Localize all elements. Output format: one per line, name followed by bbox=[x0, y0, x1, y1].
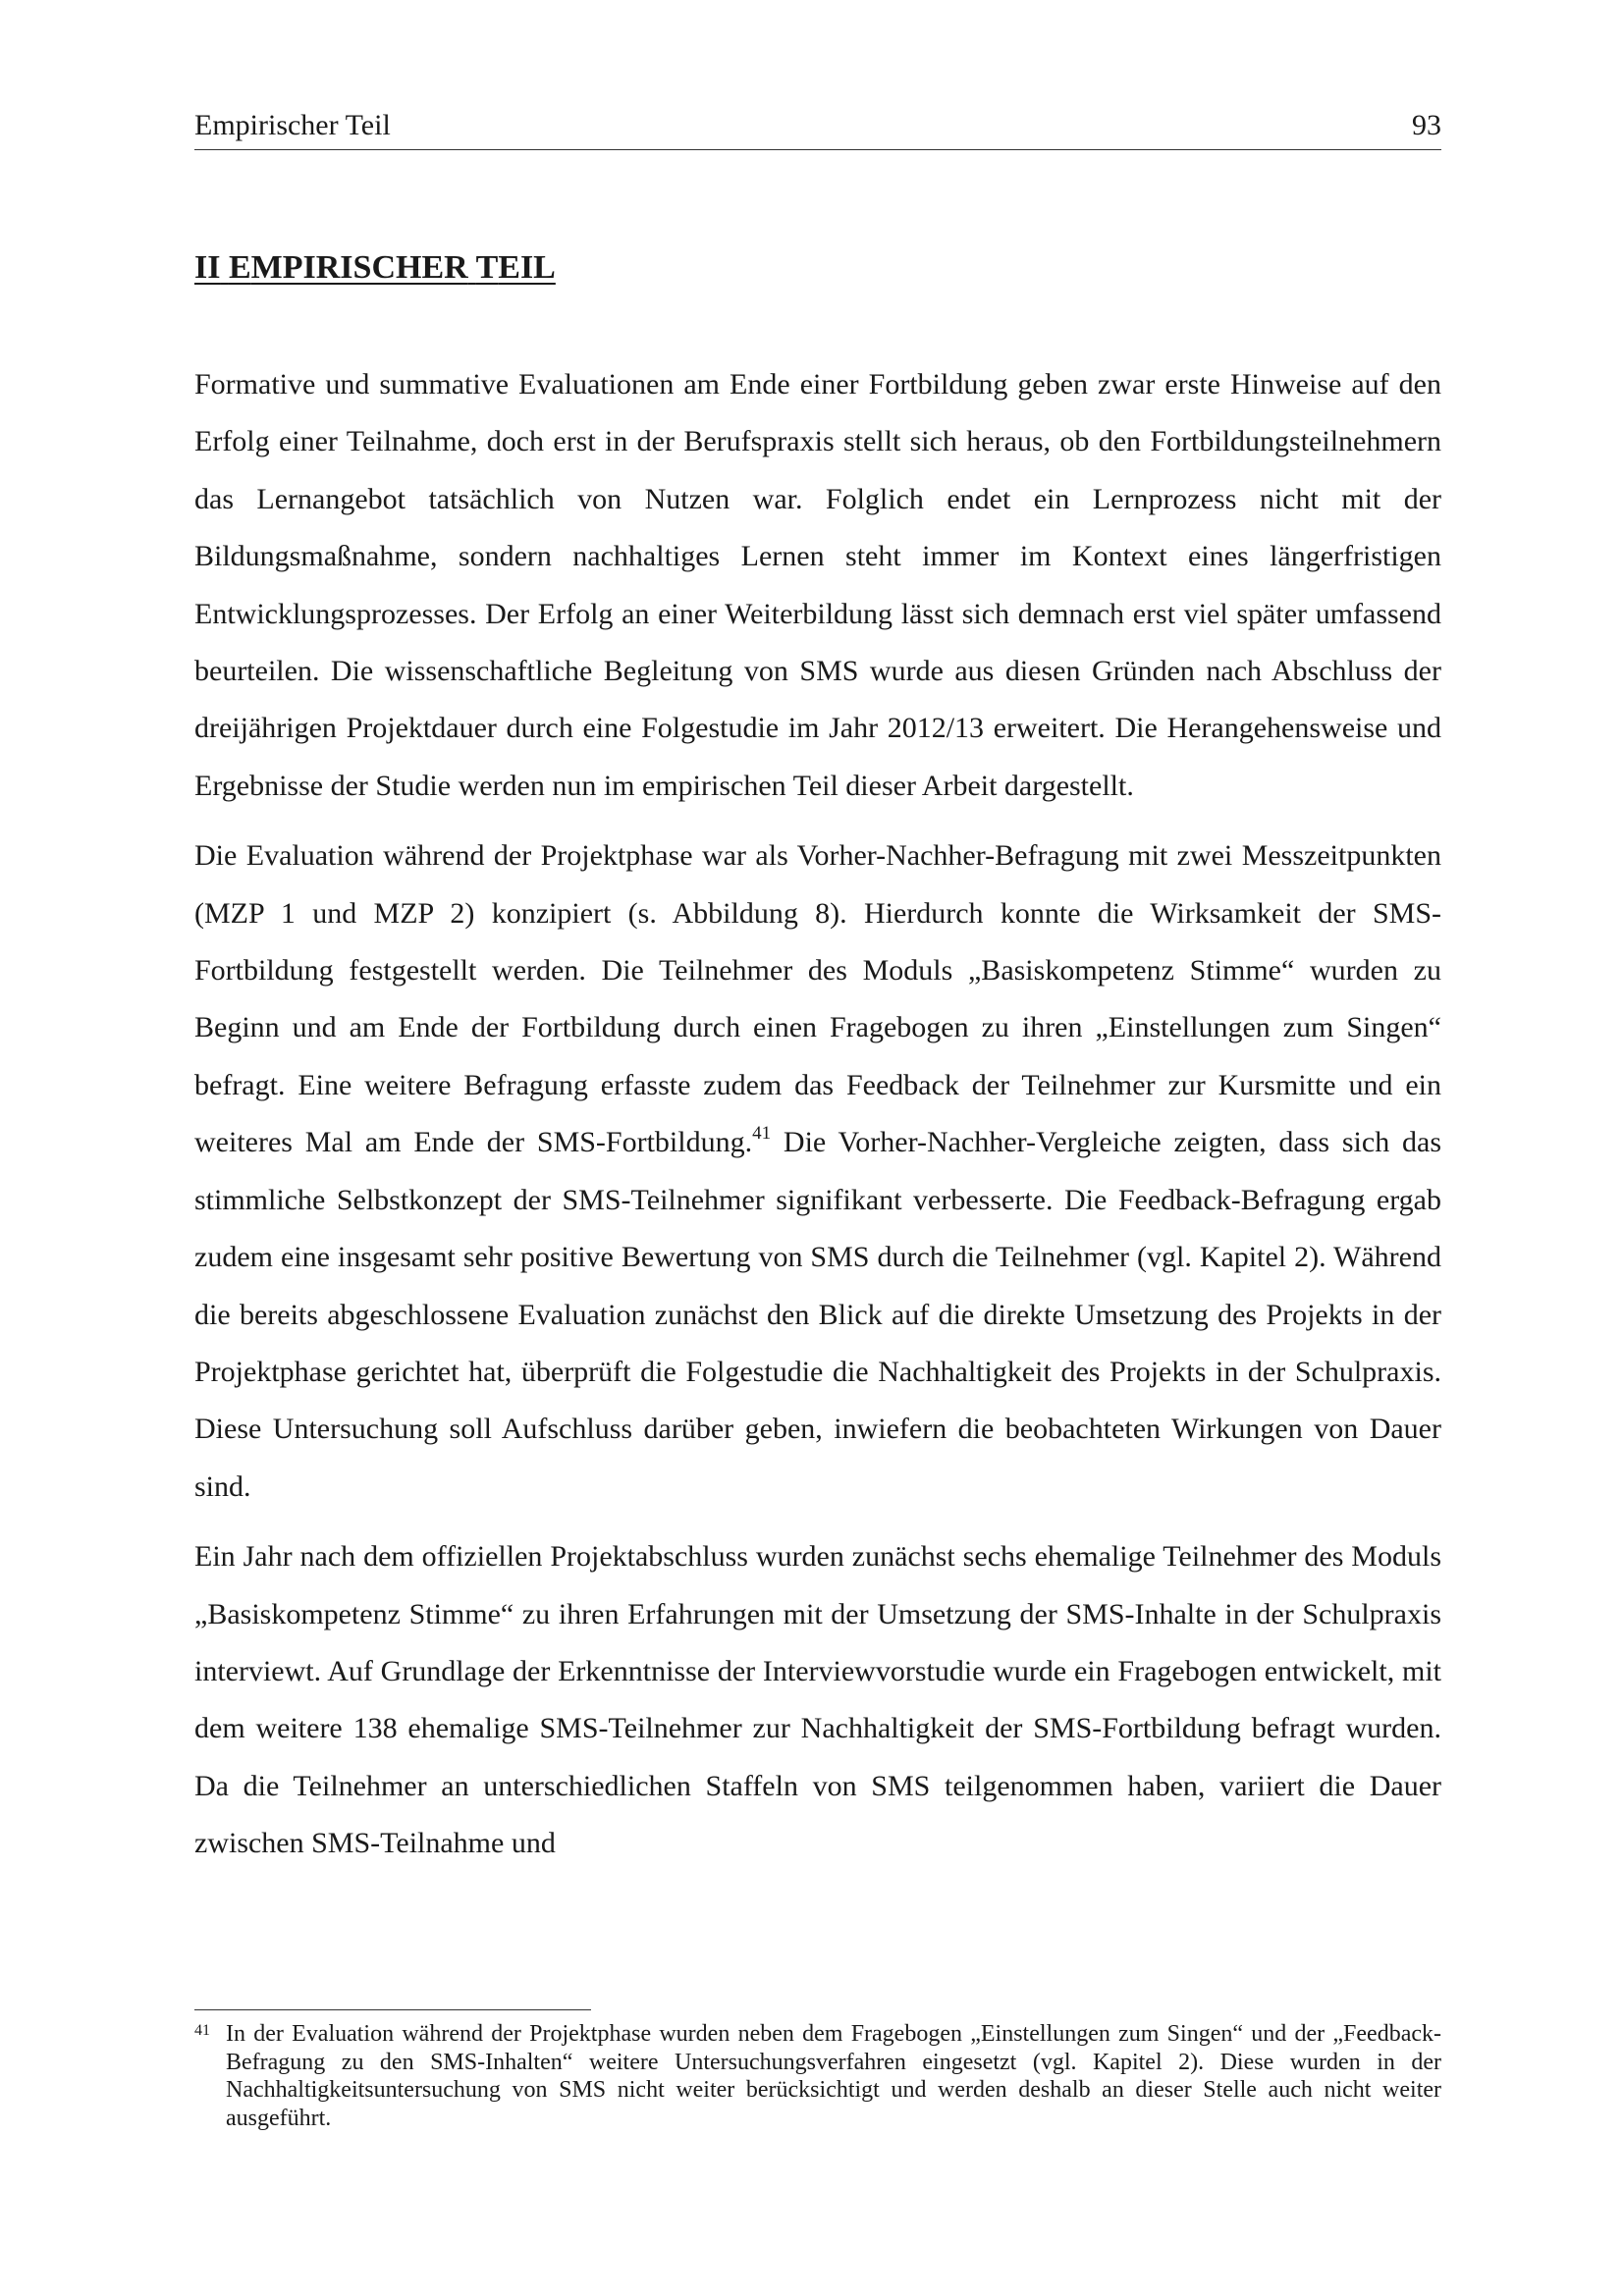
chapter-title-word2-rest: EIL bbox=[498, 249, 556, 286]
footnote-number: 41 bbox=[194, 2022, 210, 2039]
chapter-title-word1-rest: MPIRISCHER bbox=[250, 249, 468, 286]
footnote-text: In der Evaluation während der Projektphase wurden neben dem Fragebogen „Einstellungen zum Singen“ und der „Feedback-Befragung zu den SMS-Inhalten“ weitere Untersuchungsverfahren eingesetzt (vgl. Kapitel 2). Diese wurden in der Nachhaltigkeitsuntersuchung von SMS nicht weiter berücksichtigt und werden deshalb an dieser Stelle auch nicht weiter ausgeführt. bbox=[226, 2021, 1441, 2131]
footnote bbox=[194, 2020, 1441, 2132]
chapter-number: II bbox=[194, 249, 221, 286]
running-header bbox=[194, 106, 1441, 150]
chapter-title bbox=[194, 247, 556, 289]
paragraph-1: Formative und summative Evaluationen am Ende einer Fortbildung geben zwar erste Hinweise auf den Erfolg einer Teilnahme, doch erst in der Berufspraxis stellt sich heraus, ob den Fortbildungsteilnehmern das Lernangebot tatsächlich von Nutzen war. Folglich endet ein Lernprozess nicht mit der Bildungsmaßnahme, sondern nachhaltiges Lernen steht immer im Kontext eines längerfristigen Entwicklungsprozesses. Der Erfolg an einer Weiterbildung lässt sich demnach erst viel später umfassend beurteilen. Die wissenschaftliche Begleitung von SMS wurde aus diesen Gründen nach Abschluss der dreijährigen Projektdauer durch eine Folgestudie im Jahr 2012/13 erweitert. Die Herangehensweise und Ergebnisse der Studie werden nun im empirischen Teil dieser Arbeit dargestellt. bbox=[194, 368, 1441, 802]
paragraph-2 bbox=[194, 828, 1441, 1516]
chapter-title-word2-initial: T bbox=[475, 249, 499, 286]
paragraph-2-part-2: Die Vorher-Nachher-Vergleiche zeigten, dass sich das stimmliche Selbstkonzept der SMS-Teilnehmer signifikant verbesserte. Die Feedback-Befragung ergab zudem eine insgesamt sehr positive Bewertung von SMS durch die Teilnehmer (vgl. Kapitel 2). Während die bereits abgeschlossene Evaluation zunächst den Blick auf die direkte Umsetzung des Projekts in der Projektphase gerichtet hat, überprüft die Folgestudie die Nachhaltigkeit des Projekts in der Schulpraxis. Diese Untersuchung soll Aufschluss darüber geben, inwiefern die beobachteten Wirkungen von Dauer sind. bbox=[194, 1126, 1441, 1503]
body-text bbox=[194, 356, 1441, 1886]
document-page bbox=[194, 0, 1441, 2296]
paragraph-2-part-1: Die Evaluation während der Projektphase war als Vorher-Nachher-Befragung mit zwei Messzeitpunkten (MZP 1 und MZP 2) konzipiert (s. Abbildung 8). Hierdurch konnte die Wirksamkeit der SMS-Fortbildung festgestellt werden. Die Teilnehmer des Moduls „Basiskompetenz Stimme“ wurden zu Beginn und am Ende der Fortbildung durch einen Fragebogen zu ihren „Einstellungen zum Singen“ befragt. Eine weitere Befragung erfasste zudem das Feedback der Teilnehmer zur Kursmitte und ein weiteres Mal am Ende der SMS-Fortbildung. bbox=[194, 839, 1441, 1159]
footnote-divider bbox=[194, 2009, 591, 2010]
chapter-title-word1-initial: E bbox=[228, 249, 251, 286]
paragraph-3: Ein Jahr nach dem offiziellen Projektabschluss wurden zunächst sechs ehemalige Teilnehmer des Moduls „Basiskompetenz Stimme“ zu ihren Erfahrungen mit der Umsetzung der SMS-Inhalte in der Schulpraxis interviewt. Auf Grundlage der Erkenntnisse der Interviewvorstudie wurde ein Fragebogen entwickelt, mit dem weitere 138 ehemalige SMS-Teilnehmer zur Nachhaltigkeit der SMS-Fortbildung befragt wurden. Da die Teilnehmer an unterschiedlichen Staffeln von SMS teilgenommen haben, variiert die Dauer zwischen SMS-Teilnahme und bbox=[194, 1540, 1441, 1860]
header-section-title: Empirischer Teil bbox=[194, 109, 391, 141]
page-number: 93 bbox=[1412, 109, 1441, 141]
footnote-reference[interactable]: 41 bbox=[752, 1123, 772, 1145]
